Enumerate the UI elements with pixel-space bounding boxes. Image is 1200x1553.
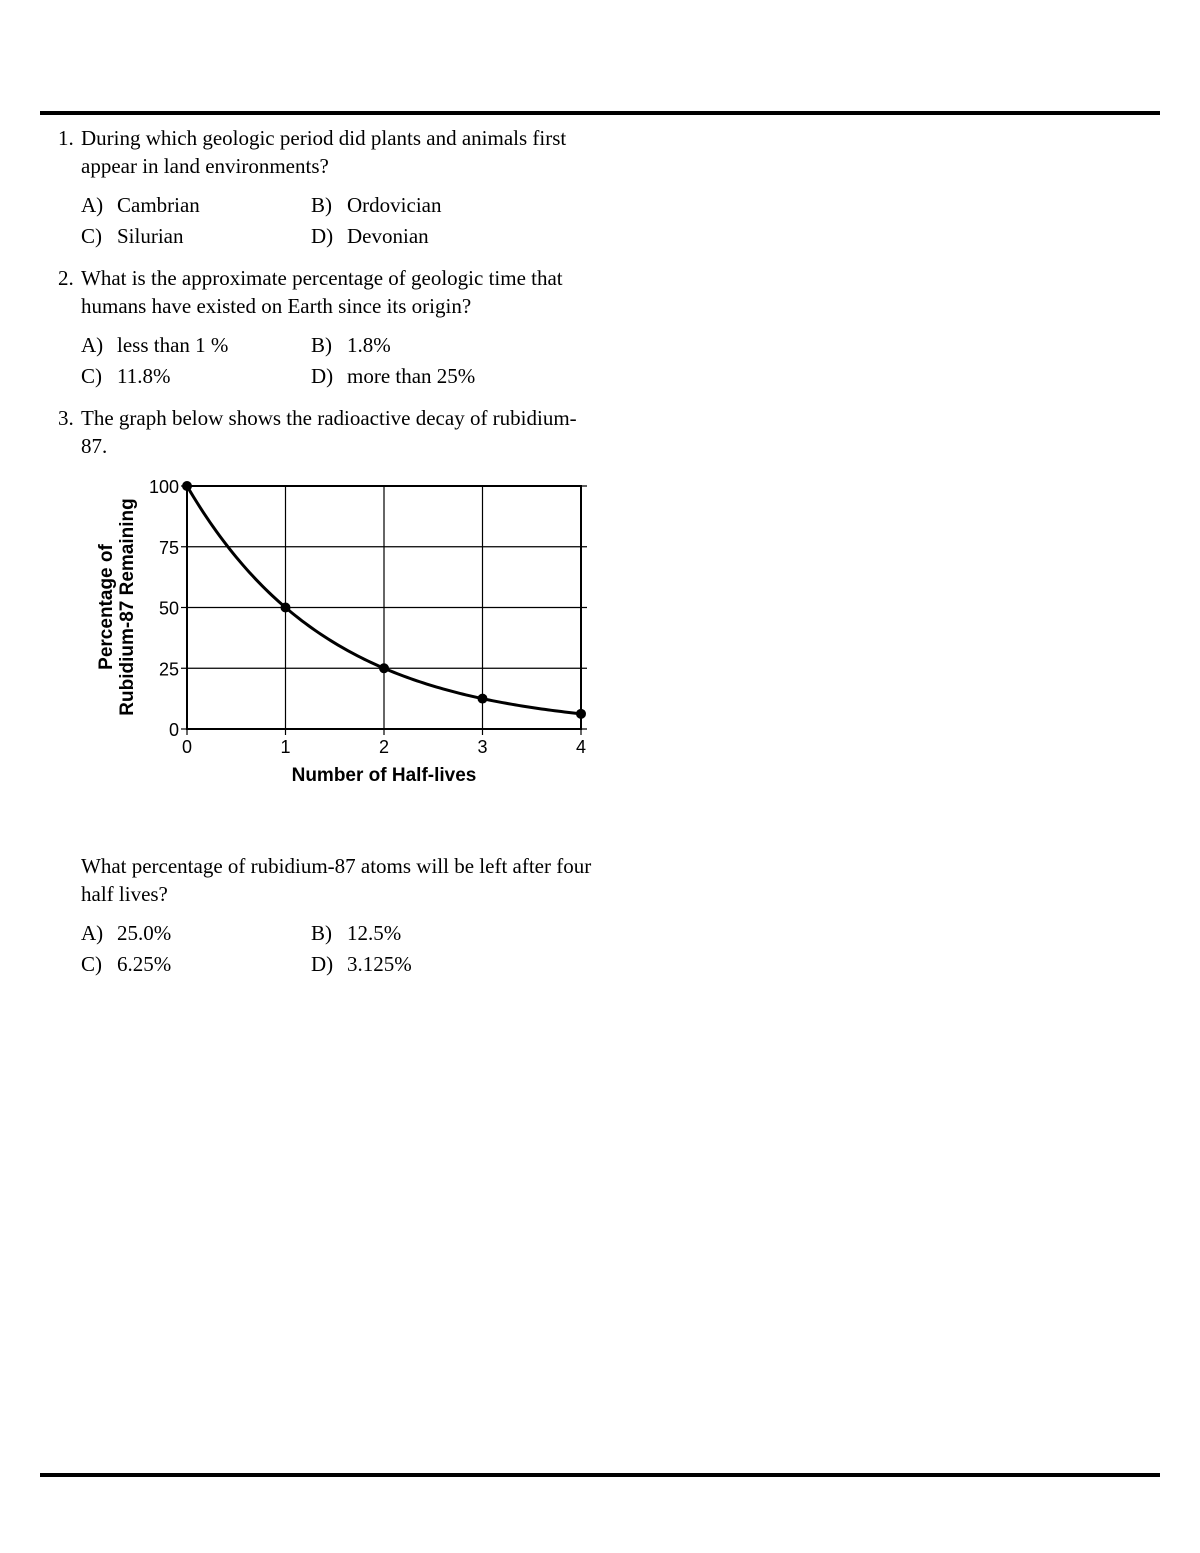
- question-text: During which geologic period did plants and animals first appear in land environments?: [81, 126, 567, 178]
- choice-d[interactable]: [311, 362, 541, 390]
- choice-letter: B): [311, 193, 332, 217]
- choice-letter: C): [81, 364, 102, 388]
- question-1: [58, 124, 598, 250]
- y-axis-label-line-1: Percentage of: [96, 544, 117, 670]
- tick-labels: [149, 477, 586, 757]
- choice-text: 25.0%: [117, 921, 172, 945]
- data-point: [478, 694, 488, 704]
- x-tick-label: 3: [477, 737, 488, 757]
- choice-text: Cambrian: [117, 193, 200, 217]
- choice-text: 12.5%: [347, 921, 402, 945]
- choice-text: Devonian: [347, 224, 429, 248]
- choice-text: Ordovician: [347, 193, 442, 217]
- question-3: [58, 404, 598, 460]
- y-tick-label: 100: [148, 477, 179, 497]
- choice-text: 11.8%: [117, 364, 171, 388]
- choice-b[interactable]: [311, 191, 541, 219]
- choice-text: less than 1 %: [117, 333, 229, 357]
- answer-choices: [81, 919, 601, 978]
- choice-a[interactable]: [81, 331, 311, 359]
- choice-text: Silurian: [117, 224, 184, 248]
- question-2: [58, 264, 598, 390]
- answer-choices: [81, 191, 598, 250]
- choice-c[interactable]: [81, 222, 311, 250]
- answer-choices: [81, 331, 598, 390]
- data-point: [281, 603, 291, 613]
- choice-a[interactable]: [81, 191, 311, 219]
- choice-d[interactable]: [311, 222, 541, 250]
- choice-letter: B): [311, 333, 332, 357]
- y-axis-label: [96, 498, 138, 715]
- choice-letter: D): [311, 952, 334, 976]
- data-point: [576, 709, 586, 719]
- choice-letter: B): [311, 921, 332, 945]
- y-tick-label: 0: [168, 720, 179, 740]
- choice-text: 3.125%: [347, 952, 412, 976]
- question-number: 2.: [58, 266, 74, 290]
- choice-letter: A): [81, 193, 104, 217]
- y-tick-label: 25: [158, 659, 179, 680]
- data-point: [379, 663, 389, 673]
- y-axis-label-line-2: Rubidium-87 Remaining: [117, 498, 138, 716]
- choice-c[interactable]: [81, 950, 311, 978]
- chart-grid: [181, 486, 587, 735]
- top-rule: [40, 111, 1160, 115]
- x-tick-label: 4: [575, 737, 587, 757]
- data-point: [182, 481, 192, 491]
- question-number: 1.: [58, 126, 74, 150]
- decay-chart: [80, 470, 600, 800]
- x-tick-label: 2: [378, 737, 390, 757]
- y-tick-label: 50: [158, 598, 179, 619]
- choice-text: more than 25%: [347, 364, 476, 388]
- choice-letter: D): [311, 224, 334, 248]
- choice-letter: C): [81, 952, 102, 976]
- choice-b[interactable]: [311, 331, 541, 359]
- x-tick-label: 0: [181, 737, 193, 757]
- choice-d[interactable]: [311, 950, 541, 978]
- followup-text: What percentage of rubidium-87 atoms will be left after four half lives?: [81, 854, 592, 906]
- choice-text: 6.25%: [117, 952, 172, 976]
- y-tick-label: 75: [158, 537, 179, 558]
- choice-c[interactable]: [81, 362, 311, 390]
- question-text: What is the approximate percentage of geologic time that humans have existed on Earth since its origin?: [81, 266, 563, 318]
- choice-a[interactable]: [81, 919, 311, 947]
- choice-letter: D): [311, 364, 334, 388]
- question-text: The graph below shows the radioactive decay of rubidium-87.: [81, 406, 577, 458]
- x-axis-label: Number of Half-lives: [291, 765, 477, 786]
- x-tick-label: 1: [280, 737, 291, 757]
- choice-text: 1.8%: [347, 333, 391, 357]
- choice-letter: C): [81, 224, 102, 248]
- choice-letter: A): [81, 333, 104, 357]
- bottom-rule: [40, 1473, 1160, 1477]
- question-number: 3.: [58, 406, 74, 430]
- question-3-followup: [81, 852, 601, 978]
- choice-b[interactable]: [311, 919, 541, 947]
- choice-letter: A): [81, 921, 104, 945]
